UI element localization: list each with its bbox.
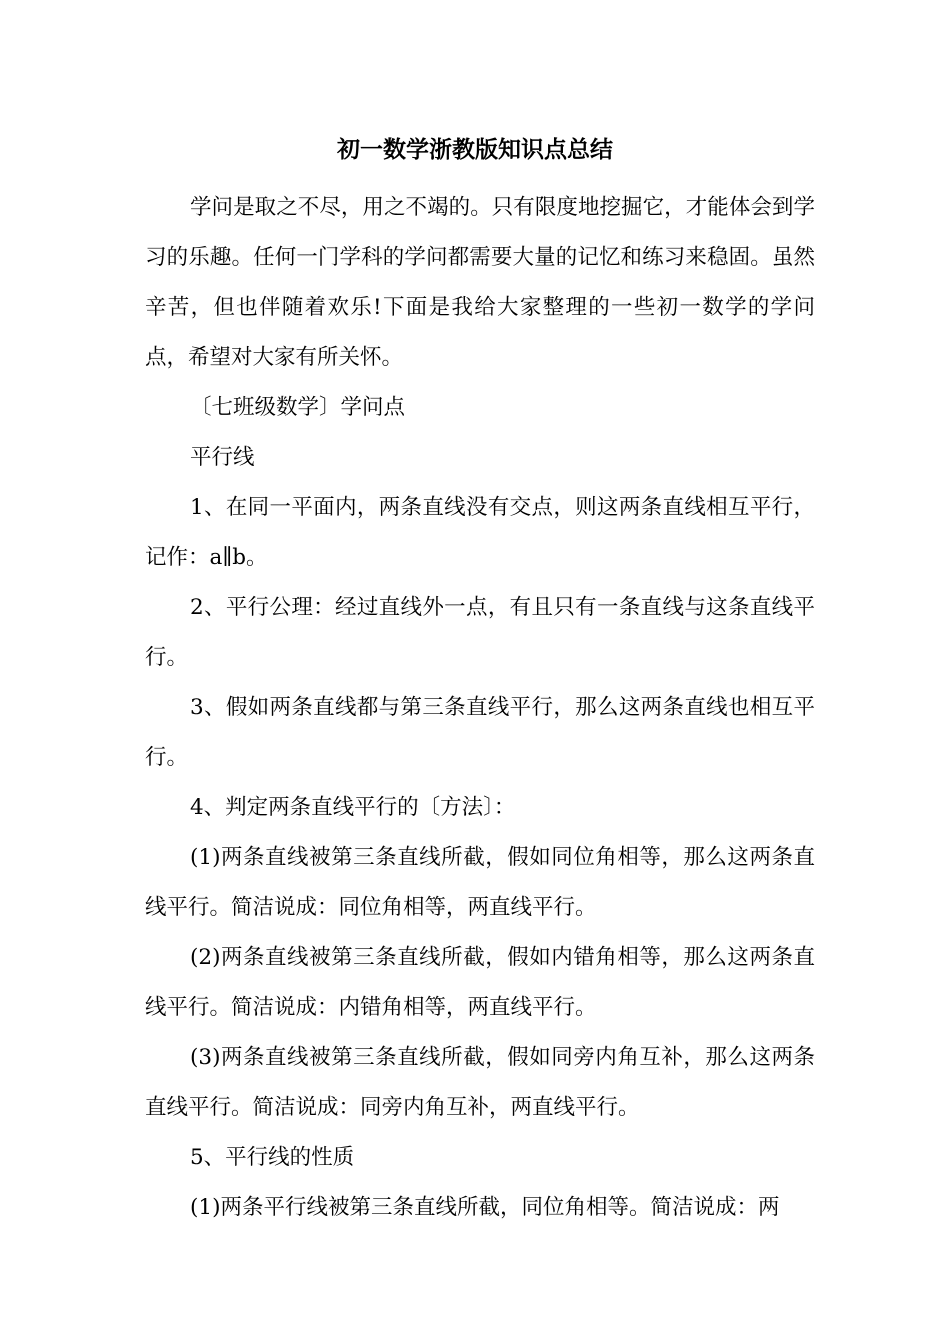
paragraph-point-5: 5、平行线的性质 (190, 1145, 355, 1170)
paragraph-method-2: (2)两条直线被第三条直线所截，假如内错角相等，那么这两条直线平行。简洁说成：内错角相等，两直线平行。 (145, 945, 815, 1020)
paragraph-section-heading: 〔七班级数学〕学问点 (190, 395, 406, 420)
document-title: 初一数学浙教版知识点总结 (337, 136, 613, 163)
paragraph-topic-heading: 平行线 (190, 445, 255, 470)
paragraph-point-1: 1、在同一平面内，两条直线没有交点，则这两条直线相互平行，记作：a∥b。 (145, 495, 815, 570)
paragraph-point-2: 2、平行公理：经过直线外一点，有且只有一条直线与这条直线平行。 (145, 595, 815, 670)
paragraph-intro: 学问是取之不尽，用之不竭的。只有限度地挖掘它，才能体会到学习的乐趣。任何一门学科的学问都需要大量的记忆和练习来稳固。虽然辛苦，但也伴随着欢乐!下面是我给大家整理的一些初一数学的学问点，希望对大家有所关怀。 (145, 195, 815, 370)
document-body (145, 183, 815, 1233)
paragraph-method-3: (3)两条直线被第三条直线所截，假如同旁内角互补，那么这两条直线平行。简洁说成：同旁内角互补，两直线平行。 (145, 1045, 815, 1120)
paragraph-point-3: 3、假如两条直线都与第三条直线平行，那么这两条直线也相互平行。 (145, 695, 815, 770)
paragraph-method-1: (1)两条直线被第三条直线所截，假如同位角相等，那么这两条直线平行。简洁说成：同位角相等，两直线平行。 (145, 845, 815, 920)
paragraph-property-1: (1)两条平行线被第三条直线所截，同位角相等。简洁说成：两 (190, 1195, 780, 1220)
paragraph-point-4: 4、判定两条直线平行的〔方法〕： (190, 795, 516, 820)
